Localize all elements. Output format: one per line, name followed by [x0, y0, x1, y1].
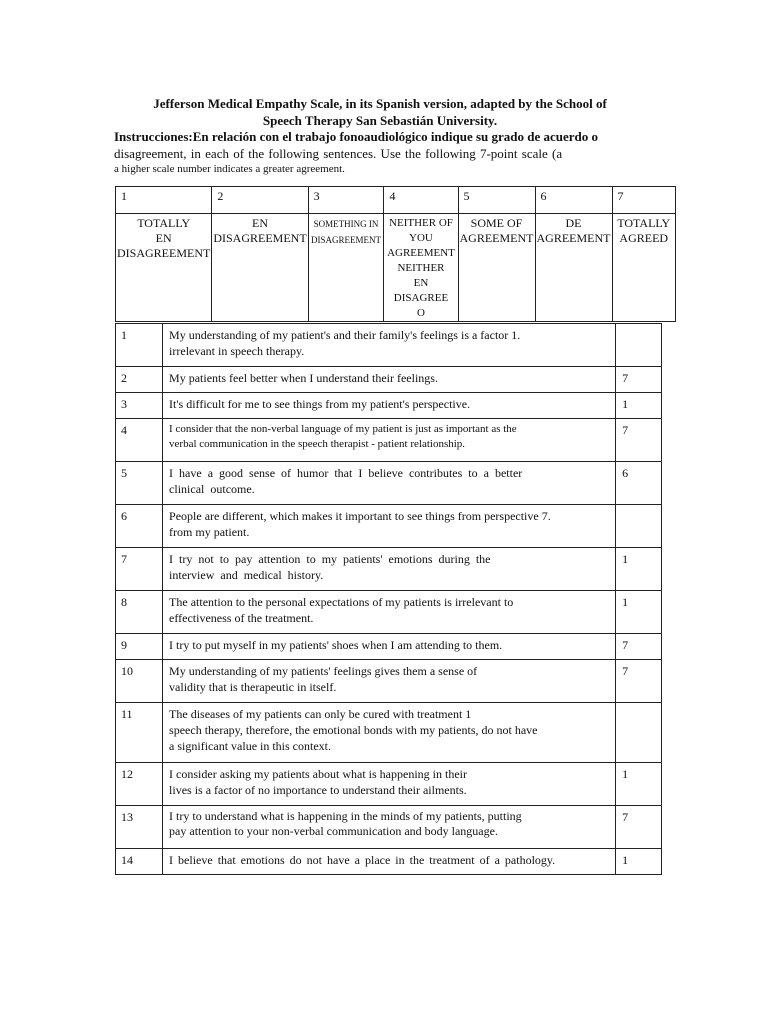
- item-text: I try not to pay attention to my patients' emotions during the interview and medical history.: [163, 548, 616, 591]
- item-text: I try to understand what is happening in the minds of my patients, putting pay attention to your non-verbal communication and body language.: [163, 806, 616, 849]
- instructions-label: Instrucciones:: [114, 129, 193, 144]
- item-answer: [616, 703, 662, 763]
- item-text: I believe that emotions do not have a place in the treatment of a pathology.: [163, 849, 616, 875]
- item-text: The attention to the personal expectations of my patients is irrelevant to effectiveness of the treatment.: [163, 591, 616, 634]
- item-answer: 7: [616, 419, 662, 462]
- title-line-2: Speech Therapy San Sebastián University.: [262, 113, 498, 128]
- table-row: [116, 548, 662, 591]
- item-answer: 7: [616, 367, 662, 393]
- scale-label-text: TOTALLY AGREED: [617, 216, 671, 245]
- items-table: [115, 323, 662, 875]
- item-number: 11: [116, 703, 163, 763]
- item-number: 8: [116, 591, 163, 634]
- item-text: People are different, which makes it important to see things from perspective 7. from my patient.: [163, 505, 616, 548]
- scale-label-row: [116, 214, 676, 322]
- item-text: My understanding of my patients' feelings gives them a sense of validity that is therapeutic in itself.: [163, 660, 616, 703]
- instructions-line-1-text: En relación con el trabajo fonoaudiológico indique su grado de acuerdo o: [192, 129, 599, 144]
- scale-label: [116, 214, 212, 322]
- item-number: 12: [116, 763, 163, 806]
- scale-label-text: DE AGREEMENT: [536, 216, 611, 245]
- table-row: [116, 763, 662, 806]
- instructions-line-2: disagreement, in each of the following sentences. Use the following 7-point scale (a: [114, 146, 563, 161]
- instructions-line-1: [114, 128, 598, 145]
- item-answer: 7: [616, 660, 662, 703]
- scale-label-text: NEITHER OF YOU AGREEMENT NEITHER EN DISAGREE O: [387, 217, 455, 319]
- scale-number: 2: [212, 187, 308, 214]
- scale-label: [308, 214, 384, 322]
- item-answer: 1: [616, 393, 662, 419]
- scale-label: [612, 214, 675, 322]
- item-number: 3: [116, 393, 163, 419]
- table-row: [116, 849, 662, 875]
- item-text: It's difficult for me to see things from my patient's perspective.: [163, 393, 616, 419]
- scale-label: [212, 214, 308, 322]
- scale-label: [535, 214, 612, 322]
- title-line-1: Jefferson Medical Empathy Scale, in its Spanish version, adapted by the School of: [153, 96, 607, 111]
- document-title: [114, 95, 646, 129]
- item-number: 5: [116, 462, 163, 505]
- item-text: I have a good sense of humor that I believe contributes to a better clinical outcome.: [163, 462, 616, 505]
- table-row: [116, 462, 662, 505]
- scale-number: 3: [308, 187, 384, 214]
- scale-label-text: TOTALLY EN DISAGREEMENT: [117, 216, 211, 260]
- item-answer: [616, 324, 662, 367]
- item-answer: 1: [616, 849, 662, 875]
- item-text: My patients feel better when I understand their feelings.: [163, 367, 616, 393]
- scale-number: 1: [116, 187, 212, 214]
- table-row: [116, 660, 662, 703]
- scale-number: 5: [458, 187, 535, 214]
- scale-label: [384, 214, 458, 322]
- scale-number: 7: [612, 187, 675, 214]
- table-row: [116, 634, 662, 660]
- item-number: 1: [116, 324, 163, 367]
- item-answer: 1: [616, 548, 662, 591]
- table-row: [116, 505, 662, 548]
- scale-number-row: [116, 187, 676, 214]
- item-number: 10: [116, 660, 163, 703]
- item-text: My understanding of my patient's and their family's feelings is a factor 1. irrelevant in speech therapy.: [163, 324, 616, 367]
- table-row: [116, 703, 662, 763]
- scale-table: [115, 186, 676, 322]
- item-number: 4: [116, 419, 163, 462]
- table-row: [116, 324, 662, 367]
- item-number: 6: [116, 505, 163, 548]
- item-answer: 1: [616, 763, 662, 806]
- scale-label: [458, 214, 535, 322]
- item-answer: 7: [616, 634, 662, 660]
- scale-number: 6: [535, 187, 612, 214]
- item-number: 7: [116, 548, 163, 591]
- item-text: I consider asking my patients about what is happening in their lives is a factor of no importance to understand their ailments.: [163, 763, 616, 806]
- instructions-line-3: a higher scale number indicates a greater agreement.: [114, 163, 345, 175]
- table-row: [116, 806, 662, 849]
- item-number: 2: [116, 367, 163, 393]
- item-number: 14: [116, 849, 163, 875]
- scale-label-text: SOME OF AGREEMENT: [459, 216, 534, 245]
- scale-label-text: EN DISAGREEMENT: [213, 216, 307, 245]
- item-answer: 6: [616, 462, 662, 505]
- scale-label-text: SOMETHING IN DISAGREEMENT: [311, 219, 382, 245]
- item-text: The diseases of my patients can only be cured with treatment 1 speech therapy, therefore, the emotional bonds with my patients, do not have a significant value in this context.: [163, 703, 616, 763]
- item-answer: [616, 505, 662, 548]
- table-row: [116, 367, 662, 393]
- table-row: [116, 419, 662, 462]
- item-text: I consider that the non-verbal language of my patient is just as important as the verbal communication in the speech therapist - patient relationship.: [163, 419, 616, 462]
- table-row: [116, 393, 662, 419]
- item-number: 13: [116, 806, 163, 849]
- item-answer: 7: [616, 806, 662, 849]
- item-number: 9: [116, 634, 163, 660]
- table-row: [116, 591, 662, 634]
- item-text: I try to put myself in my patients' shoes when I am attending to them.: [163, 634, 616, 660]
- item-answer: 1: [616, 591, 662, 634]
- scale-number: 4: [384, 187, 458, 214]
